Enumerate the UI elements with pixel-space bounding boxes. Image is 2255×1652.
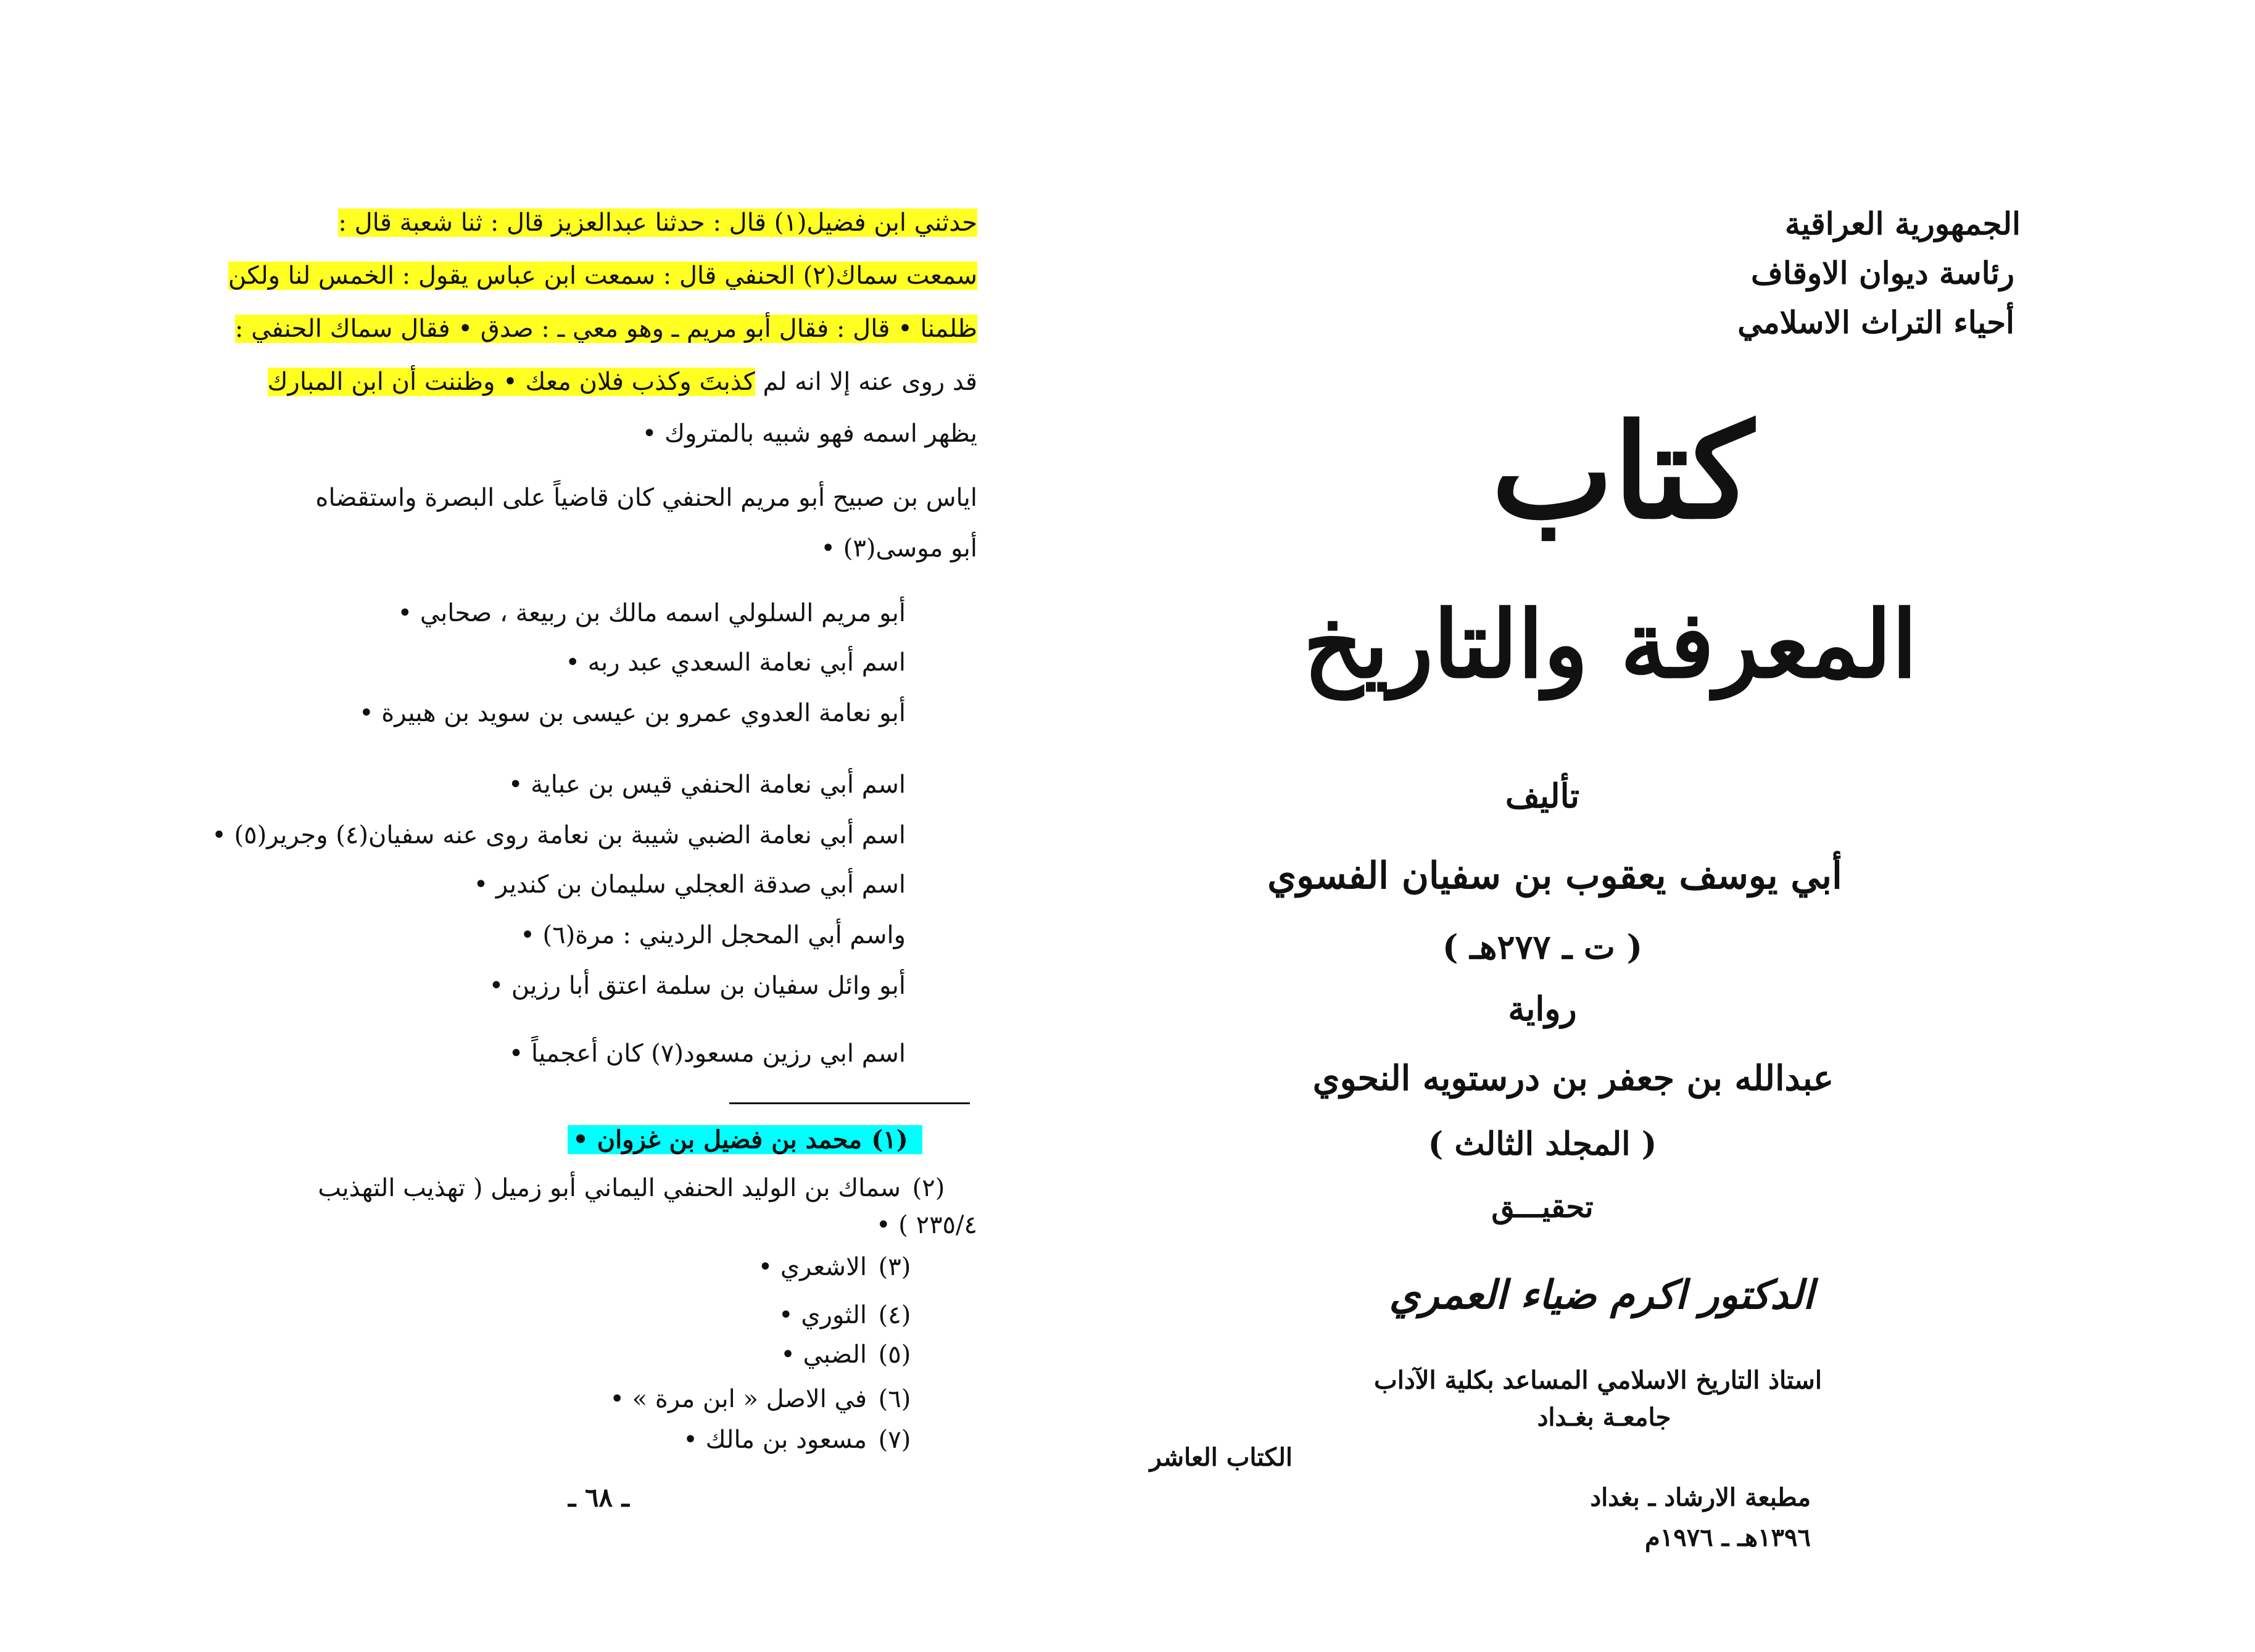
text-line	[228, 258, 977, 293]
authorship-label: تأليف	[1505, 776, 1580, 816]
publisher: مطبعة الارشاد ـ بغداد	[1590, 1483, 1811, 1512]
highlighted-text: ظلمنا • قال : فقال أبو مريم ـ وهو معي ـ : صدق • فقال سماك الحنفي :	[234, 315, 977, 343]
page-number: ـ ٦٨ ـ	[568, 1482, 629, 1513]
text-line: واسم أبي المحجل الرديني : مرة(٦) •	[520, 921, 906, 949]
footnote: (٢)سماك بن الوليد الحنفي اليماني أبو زميل ( تهذيب التهذيب	[318, 1174, 945, 1202]
death-date: ( ت ـ ٢٧٧هـ )	[1442, 927, 1643, 967]
footnote: (٣)الاشعري •	[758, 1253, 911, 1281]
university-name: جامعـة بغـداد	[1537, 1403, 1671, 1432]
volume-label: ( المجلد الثالث )	[1428, 1125, 1657, 1163]
text-line	[268, 365, 977, 399]
text-line: اسم أبي صدقة العجلي سليمان بن كندير •	[473, 870, 906, 899]
text-line: اسم ابي رزين مسعود(٧) كان أعجمياً •	[508, 1039, 906, 1068]
text-line: أبو مريم السلولي اسمه مالك بن ربيعة ، صحابي •	[397, 599, 906, 627]
footnote	[568, 1123, 922, 1157]
publication-date: ١٣٩٦هـ ـ ١٩٧٦م	[1644, 1523, 1811, 1552]
header-line: رئاسة ديوان الاوقاف	[1751, 255, 2014, 291]
highlighted-text: حدثني ابن فضيل(١) قال : حدثنا عبدالعزيز قال : ثنا شعبة قال :	[338, 209, 977, 237]
book-title-kitab: كتاب	[1491, 395, 1754, 548]
series-label: الكتاب العاشر	[1149, 1443, 1293, 1472]
footnote: (٥)الضبي •	[780, 1340, 911, 1369]
highlighted-text: كذبتَ وكذب فلان معك • وظننت أن ابن المبارك	[267, 368, 755, 396]
editor-signature: الدكتور اكرم ضياء العمري	[1389, 1272, 1814, 1318]
editing-label: تحقيـــق	[1491, 1190, 1594, 1225]
footnote-divider	[729, 1102, 970, 1104]
footnote: (٤)الثوري •	[779, 1301, 911, 1329]
highlighted-text: سمعت سماك(٢) الحنفي قال : سمعت ابن عباس يقول : الخمس لنا ولكن	[228, 262, 977, 290]
plain-text: قد روى عنه إلا انه لم	[763, 368, 977, 396]
footnote-continuation: ٢٣٥/٤ ) •	[875, 1211, 977, 1239]
text-line: أبو موسى(٣) •	[821, 534, 977, 563]
editor-title: استاذ التاريخ الاسلامي المساعد بكلية الآداب	[1374, 1366, 1822, 1395]
footnote: (٧)مسعود بن مالك •	[683, 1426, 911, 1454]
text-line	[235, 312, 977, 346]
left-page	[0, 0, 1018, 1652]
narration-label: رواية	[1508, 989, 1577, 1028]
header-line: أحياء التراث الاسلامي	[1737, 304, 2014, 341]
text-line: يظهر اسمه فهو شبيه بالمتروك •	[642, 419, 977, 448]
highlighted-footnote: (١)محمد بن فضيل بن غزوان •	[568, 1125, 922, 1154]
text-line: اياس بن صبيح أبو مريم الحنفي كان قاضياً على البصرة واستقضاه	[315, 484, 977, 512]
text-line: اسم أبي نعامة الضبي شيبة بن نعامة روى عنه سفيان(٤) وجرير(٥) •	[212, 821, 906, 849]
text-line: اسم أبي نعامة السعدي عبد ربه •	[565, 648, 906, 677]
author-name: أبي يوسف يعقوب بن سفيان الفسوي	[1267, 854, 1842, 898]
narrator-name: عبدالله بن جعفر بن درستويه النحوي	[1312, 1058, 1834, 1099]
header-line: الجمهورية العراقية	[1785, 205, 2021, 242]
text-line: أبو وائل سفيان بن سلمة اعتق أبا رزين •	[489, 972, 906, 1000]
text-line	[338, 205, 977, 240]
book-title: المعرفة والتاريخ	[1303, 590, 1918, 699]
footnote: (٦)في الاصل « ابن مرة » •	[610, 1385, 911, 1413]
right-page	[1149, 0, 2255, 1652]
text-line: اسم أبي نعامة الحنفي قيس بن عباية •	[508, 770, 906, 799]
text-line: أبو نعامة العدوي عمرو بن عيسى بن سويد بن هبيرة •	[358, 699, 906, 727]
